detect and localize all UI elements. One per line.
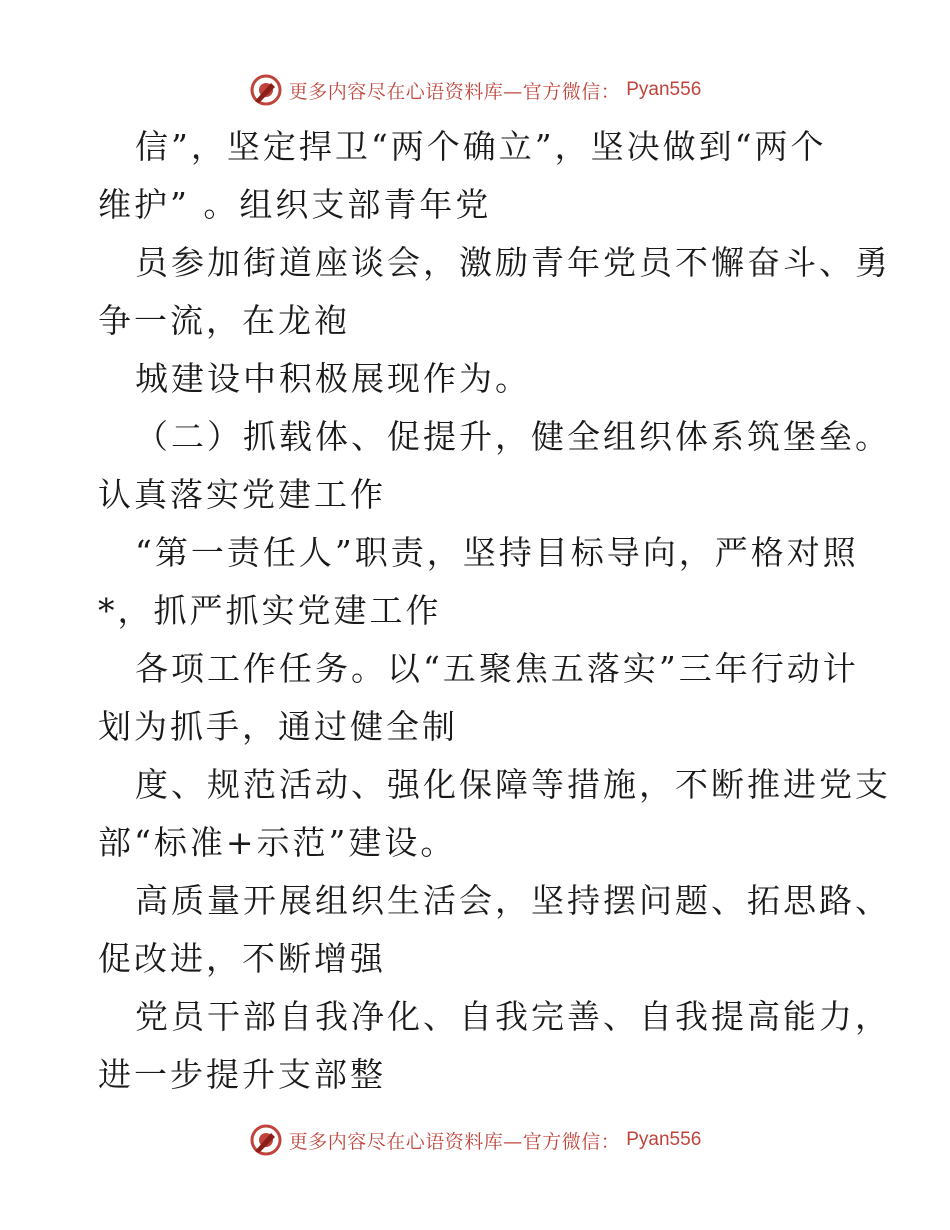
text-line: 部“标准+示范”建设。 [98, 823, 457, 862]
text-line: 促改进，不断增强 [98, 939, 386, 978]
text-line: “第一责任人”职责，坚持目标导向，严格对照 [135, 533, 859, 572]
watermark-wechat-id: Pyan556 [626, 79, 702, 100]
text-line: 度、规范活动、强化保障等措施，不断推进党支 [135, 765, 891, 804]
text-line: *，抓严抓实党建工作 [98, 591, 442, 630]
text-line: 党员干部自我净化、自我完善、自我提高能力， [135, 997, 891, 1036]
text-line: 城建设中积极展现作为。 [135, 359, 531, 398]
text-line: 信”，坚定捍卫“两个确立”，坚决做到“两个 [135, 127, 827, 166]
text-line: 各项工作任务。以“五聚焦五落实”三年行动计 [135, 649, 859, 688]
text-line: 进一步提升支部整 [98, 1055, 386, 1094]
footer-watermark [0, 1120, 950, 1160]
text-line: 员参加街道座谈会，激励青年党员不懈奋斗、勇 [135, 243, 891, 282]
document-body [98, 118, 891, 1104]
watermark-text: 更多内容尽在心语资料库—官方微信： [288, 1130, 621, 1153]
text-line: 争一流，在龙袍 [98, 301, 350, 340]
section-heading-line: （二）抓载体、促提升，健全组织体系筑堡垒。 [135, 417, 891, 456]
header-watermark [0, 70, 950, 110]
text-line: 维护” 。组织支部青年党 [98, 185, 492, 224]
brand-logo-icon [249, 73, 283, 107]
text-line: 认真落实党建工作 [98, 475, 386, 514]
watermark-text: 更多内容尽在心语资料库—官方微信： [288, 80, 621, 103]
brand-logo-icon [249, 1123, 283, 1157]
text-line: 高质量开展组织生活会，坚持摆问题、拓思路、 [135, 881, 891, 920]
text-line: 划为抓手，通过健全制 [98, 707, 458, 746]
watermark-wechat-id: Pyan556 [626, 1129, 702, 1150]
